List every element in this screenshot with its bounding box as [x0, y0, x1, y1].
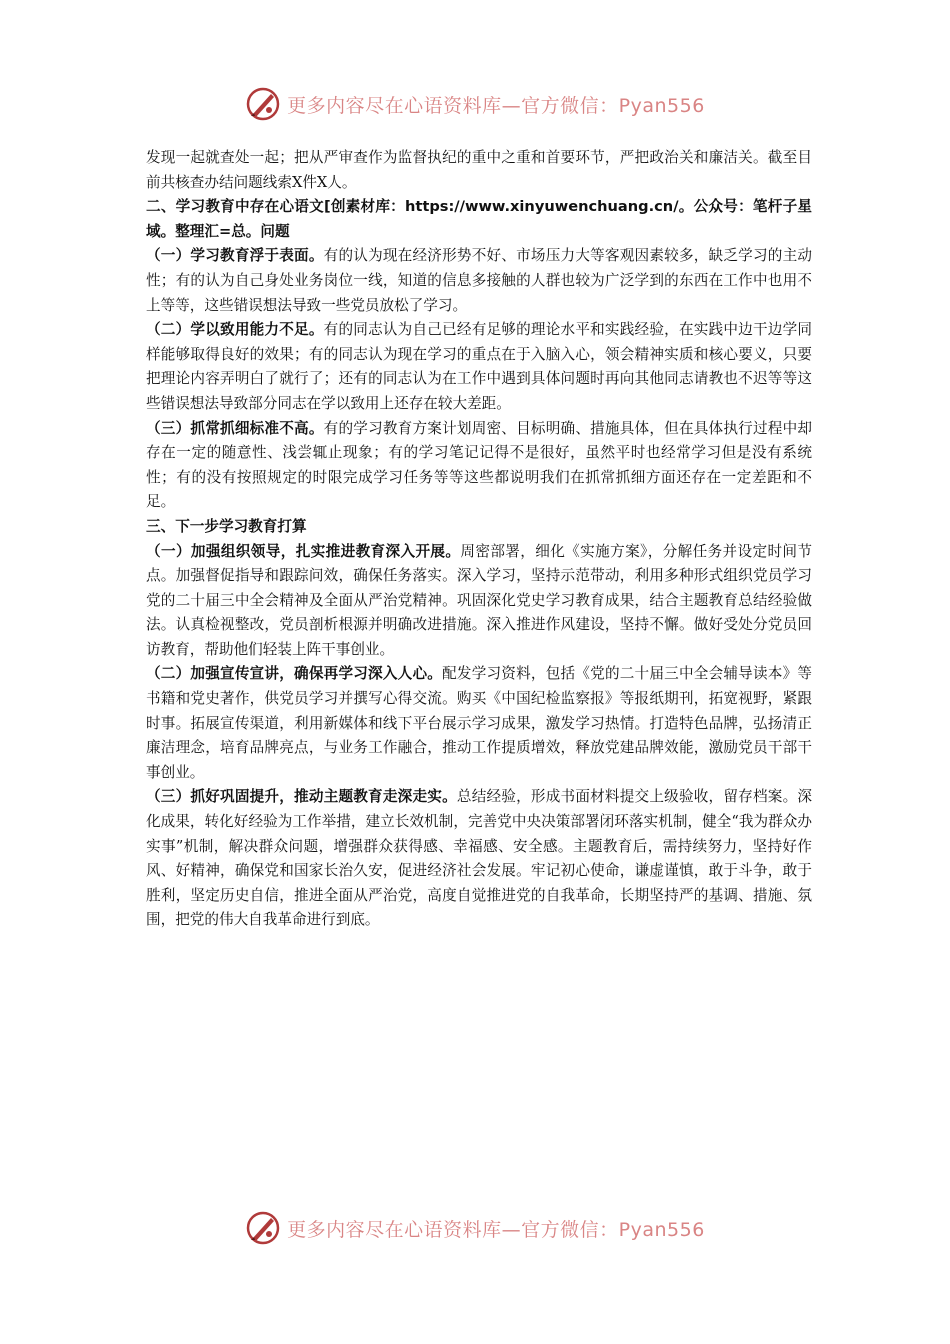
- section-heading: 二、学习教育中存在心语文[创素材库：https://www.xinyuwenchuang.cn/。公众号：笔杆子星域。整理汇=总。问题: [146, 198, 812, 240]
- banner-text: 更多内容尽在心语资料库—官方微信：Pyan556: [287, 94, 705, 117]
- banner-text: 更多内容尽在心语资料库—官方微信：Pyan556: [287, 1218, 705, 1241]
- header-banner: [0, 82, 950, 126]
- paragraph: （二）学以致用能力不足。有的同志认为自己已经有足够的理论水平和实践经验，在实践中边干边学同样能够取得良好的效果；有的同志认为现在学习的重点在于入脑入心，领会精神实质和核心要义，只要把理论内容弄明白了就行了；还有的同志认为在工作中遇到具体问题时再向其他同志请教也不迟等等这些错误想法导致部分同志在学以致用上还存在较大差距。: [146, 321, 812, 412]
- section-heading: 三、下一步学习教育打算: [146, 517, 307, 535]
- paragraph: 发现一起就查处一起；把从严审查作为监督执纪的重中之重和首要环节，严把政治关和廉洁关。截至目前共核查办结问题线索X件X人。: [146, 149, 812, 191]
- pen-logo-icon: [245, 86, 281, 122]
- footer-banner: [0, 1206, 950, 1250]
- document-body: [146, 146, 812, 933]
- pen-logo-icon: [245, 1210, 281, 1246]
- paragraph: （二）加强宣传宣讲，确保再学习深入人心。配发学习资料，包括《党的二十届三中全会辅导读本》等书籍和党史著作，供党员学习并撰写心得交流。购买《中国纪检监察报》等报纸期刊，拓宽视野，紧跟时事。拓展宣传渠道，利用新媒体和线下平台展示学习成果，激发学习热情。打造特色品牌，弘扬清正廉洁理念，培育品牌亮点，与业务工作融合，推动工作提质增效，释放党建品牌效能，激励党员干部干事创业。: [146, 665, 812, 781]
- paragraph: （一）加强组织领导，扎实推进教育深入开展。周密部署，细化《实施方案》，分解任务并设定时间节点。加强督促指导和跟踪问效，确保任务落实。深入学习，坚持示范带动，利用多种形式组织党员学习党的二十届三中全会精神及全面从严治党精神。巩固深化党史学习教育成果，结合主题教育总结经验做法。认真检视整改，党员剖析根源并明确改进措施。深入推进作风建设，坚持不懈。做好受处分党员回访教育，帮助他们轻装上阵干事创业。: [146, 542, 813, 658]
- paragraph: （三）抓好巩固提升，推动主题教育走深走实。总结经验，形成书面材料提交上级验收，留存档案。深化成果，转化好经验为工作举措，建立长效机制，完善党中央决策部署闭环落实机制，健全“我为群众办实事”机制，解决群众问题，增强群众获得感、幸福感、安全感。主题教育后，需持续努力，坚持好作风、好精神，确保党和国家长治久安，促进经济社会发展。牢记初心使命，谦虚谨慎，敢于斗争，敢于胜利，坚定历史自信，推进全面从严治党，高度自觉推进党的自我革命，长期坚持严的基调、措施、氛围，把党的伟大自我革命进行到底。: [146, 788, 812, 929]
- paragraph: （三）抓常抓细标准不高。有的学习教育方案计划周密、目标明确、措施具体，但在具体执行过程中却存在一定的随意性、浅尝辄止现象；有的学习笔记记得不是很好，虽然平时也经常学习但是没有系统性；有的没有按照规定的时限完成学习任务等等这些都说明我们在抓常抓细方面还存在一定差距和不足。: [146, 419, 812, 511]
- paragraph: （一）学习教育浮于表面。有的认为现在经济形势不好、市场压力大等客观因素较多，缺乏学习的主动性；有的认为自己身处业务岗位一线，知道的信息多接触的人群也较为广泛学到的东西在工作中也用不上等等，这些错误想法导致一些党员放松了学习。: [146, 247, 812, 314]
